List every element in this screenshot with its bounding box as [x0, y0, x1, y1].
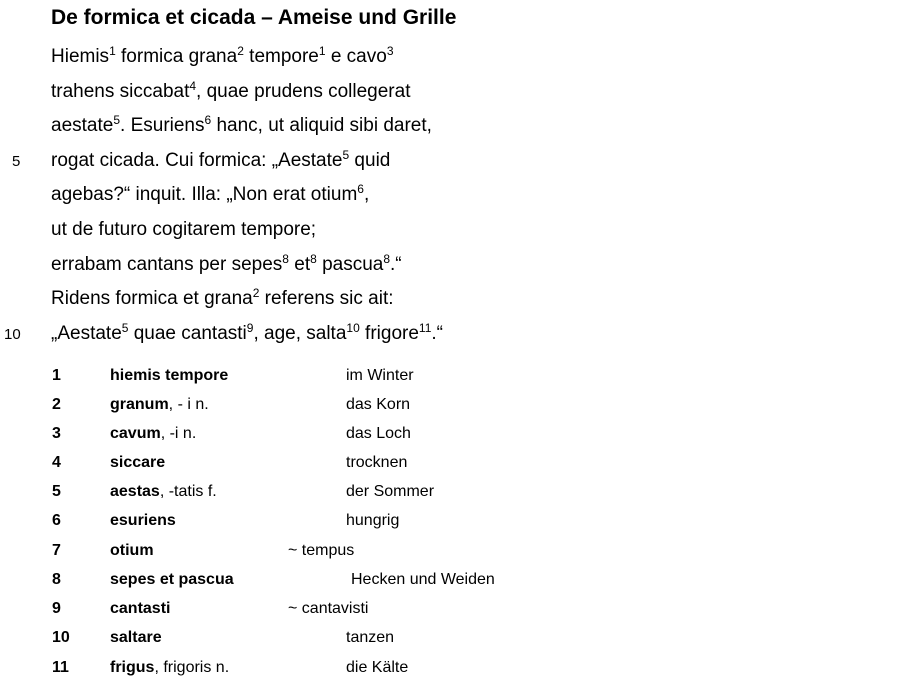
vocab-grammar: , -i n.	[160, 425, 197, 442]
footnote-marker: 4	[189, 79, 197, 93]
poem-line	[51, 149, 390, 173]
vocab-number: 2	[52, 396, 61, 413]
poem-text-segment: errabam cantans per sepes	[51, 254, 283, 275]
vocab-term	[110, 482, 217, 502]
footnote-marker: 9	[246, 321, 254, 335]
vocab-translation: die Kälte	[346, 659, 409, 676]
poem-text-segment: quid	[349, 150, 391, 171]
poem-text-segment: Ridens formica et grana	[51, 288, 253, 309]
vocab-headword: esuriens	[110, 512, 176, 529]
footnote-marker: 5	[342, 148, 350, 162]
vocab-headword: saltare	[110, 629, 162, 646]
poem-line	[51, 114, 432, 138]
poem-line	[51, 287, 394, 311]
line-number: 10	[4, 326, 21, 343]
vocab-headword: granum	[110, 396, 169, 413]
vocab-translation: der Sommer	[346, 483, 435, 500]
footnote-marker: 5	[113, 113, 121, 127]
poem-text-segment: tempore	[243, 46, 319, 67]
footnote-marker: 10	[346, 321, 360, 335]
vocab-translation: im Winter	[346, 367, 414, 384]
vocab-translation: trocknen	[346, 454, 408, 471]
vocab-term	[110, 658, 229, 678]
poem-text-segment: . Esuriens	[120, 115, 205, 136]
vocab-number: 7	[52, 542, 61, 559]
poem-text-segment: rogat cicada. Cui formica: „Aestate	[51, 150, 343, 171]
footnote-marker: 1	[318, 44, 326, 58]
footnote-marker: 2	[237, 44, 244, 58]
poem-text-segment: .“	[390, 254, 402, 275]
poem-text-segment: e cavo	[325, 46, 387, 67]
vocab-headword: hiemis tempore	[110, 367, 229, 384]
footnote-marker: 1	[109, 44, 116, 58]
vocab-translation: hungrig	[346, 512, 400, 529]
poem-text-segment: et	[288, 254, 311, 275]
poem-text-segment: aestate	[51, 115, 114, 136]
vocab-headword: cantasti	[110, 600, 171, 617]
vocab-number: 1	[52, 367, 61, 384]
vocab-headword: frigus	[110, 659, 155, 676]
footnote-marker: 11	[418, 321, 432, 335]
poem-text-segment: referens sic ait:	[259, 288, 394, 309]
vocab-grammar: , -tatis f.	[159, 483, 217, 500]
vocab-number: 11	[52, 659, 69, 676]
footnote-marker: 3	[386, 44, 394, 58]
poem-line	[51, 183, 369, 207]
vocab-headword: otium	[110, 542, 154, 559]
vocab-term	[110, 628, 162, 648]
vocab-headword: cavum	[110, 425, 161, 442]
poem-line	[51, 218, 316, 242]
poem-line	[51, 253, 402, 277]
poem-text-segment: quae cantasti	[128, 323, 247, 344]
vocab-term	[110, 511, 176, 531]
poem-text-segment: agebas?“ inquit. Illa: „Non erat otium	[51, 184, 358, 205]
poem-text-segment: ,	[363, 184, 370, 205]
poem-text-segment: , age, salta	[253, 323, 347, 344]
vocab-translation: ~ cantavisti	[288, 600, 369, 617]
footnote-marker: 6	[357, 182, 364, 196]
poem-text-segment: Hiemis	[51, 46, 110, 67]
poem-line	[51, 322, 443, 346]
vocab-translation: tanzen	[346, 629, 395, 646]
footnote-marker: 6	[204, 113, 212, 127]
vocab-translation: das Korn	[346, 396, 411, 413]
poem-text-segment: „Aestate	[51, 323, 122, 344]
line-number: 5	[12, 153, 21, 170]
poem-text-segment: frigore	[359, 323, 419, 344]
vocab-number: 5	[52, 483, 61, 500]
vocab-headword: siccare	[110, 454, 166, 471]
poem-text-segment: pascua	[316, 254, 384, 275]
vocab-number: 6	[52, 512, 61, 529]
vocab-term	[110, 599, 170, 619]
poem-text-segment: trahens siccabat	[51, 81, 190, 102]
vocab-translation: das Loch	[346, 425, 411, 442]
footnote-marker: 8	[282, 252, 289, 266]
vocab-translation: ~ tempus	[288, 542, 355, 559]
poem-text-segment: , quae prudens collegerat	[196, 81, 411, 102]
footnote-marker: 8	[310, 252, 317, 266]
poem-line	[51, 80, 410, 104]
vocab-number: 4	[52, 454, 61, 471]
footnote-marker: 5	[121, 321, 129, 335]
vocab-term	[110, 570, 234, 590]
vocab-grammar: , frigoris n.	[154, 659, 230, 676]
vocab-headword: sepes et pascua	[110, 571, 234, 588]
poem-text-segment: hanc, ut aliquid sibi daret,	[211, 115, 432, 136]
vocab-term	[110, 541, 154, 561]
footnote-marker: 2	[252, 286, 260, 300]
vocab-number: 9	[52, 600, 61, 617]
footnote-marker: 8	[383, 252, 391, 266]
page-title: De formica et cicada – Ameise und Grille	[51, 6, 457, 29]
vocab-number: 3	[52, 425, 61, 442]
poem-text-segment: .“	[431, 323, 443, 344]
vocab-number: 8	[52, 571, 61, 588]
poem-text-segment: ut de futuro cogitarem tempore;	[51, 219, 317, 240]
vocab-term	[110, 424, 196, 444]
vocab-number: 10	[52, 629, 70, 646]
vocab-term	[110, 453, 165, 473]
vocab-grammar: , - i n.	[168, 396, 209, 413]
poem-text-segment: formica grana	[115, 46, 238, 67]
vocab-headword: aestas	[110, 483, 160, 500]
vocab-term	[110, 395, 209, 415]
vocab-term	[110, 366, 228, 386]
poem-line	[51, 45, 394, 69]
vocab-translation: Hecken und Weiden	[351, 571, 495, 588]
